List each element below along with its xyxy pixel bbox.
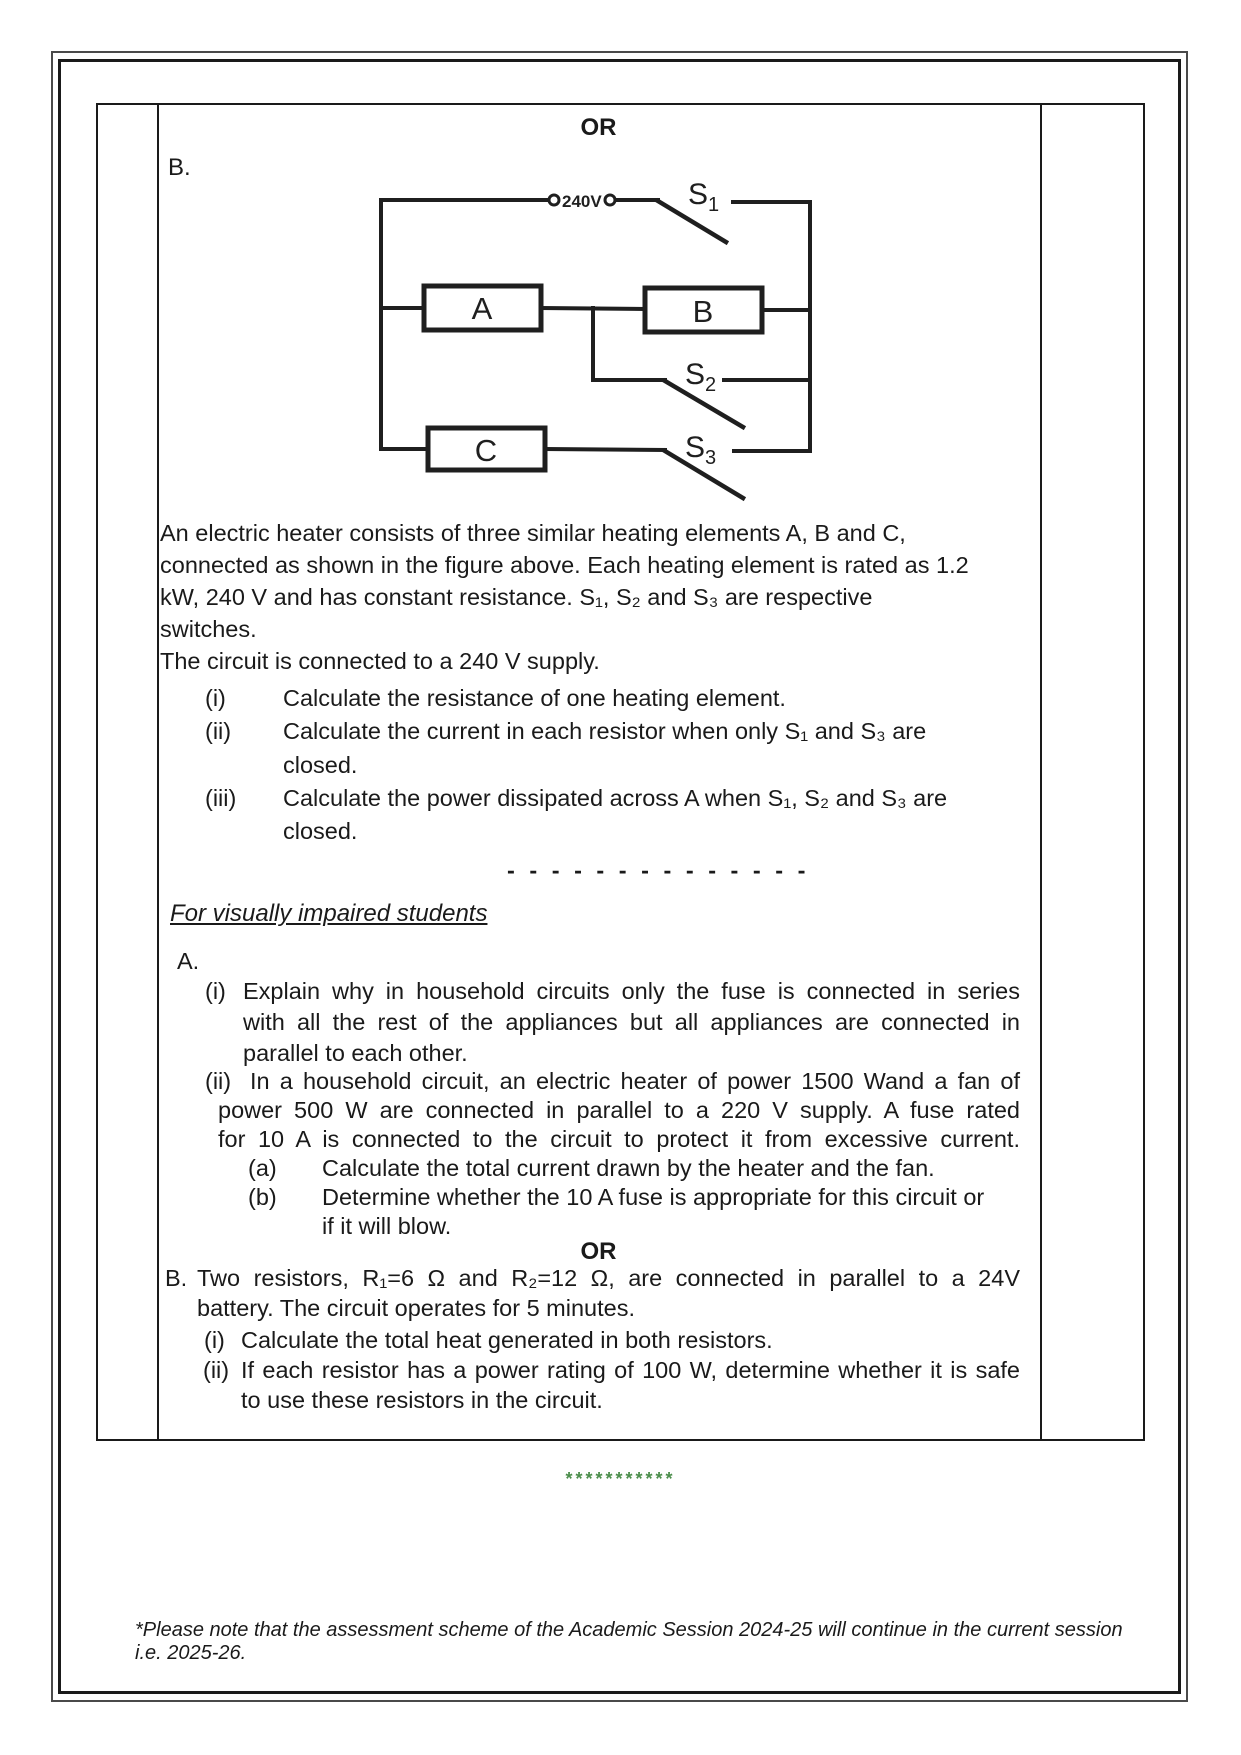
vi-b-line-2: battery. The circuit operates for 5 minutes. [197,1295,635,1321]
item-i-marker: (i) [205,685,226,711]
footnote-line-1: *Please note that the assessment scheme of the Academic Session 2024-25 will continue in the current session [135,1619,1123,1641]
vi-sub-a-marker: (a) [248,1155,277,1181]
footnote [135,1619,1125,1665]
item-ii-marker: (ii) [205,718,232,744]
item-iii-line-2: closed. [283,818,358,844]
problem-paragraph-line-2: connected as shown in the figure above. Each heating element is rated as 1.2 [160,552,969,578]
problem-paragraph-line-1: An electric heater consists of three similar heating elements A, B and C, [160,520,906,546]
dashed-separator: - - - - - - - - - - - - - - [507,857,810,883]
supply-terminal-right-icon [605,195,615,205]
main-content-column [157,103,1040,1441]
item-i-text: Calculate the resistance of one heating element. [283,685,786,711]
problem-paragraph-line-3: kW, 240 V and has constant resistance. S₁, S₂ and S₃ are respective [160,584,873,610]
table-right-column-divider [1040,103,1042,1441]
problem-paragraph-line-4: switches. [160,616,257,642]
switch-s1-label: $S_1$ [688,178,720,216]
vi-a-item-ii-line-3: for 10 A is connected to the circuit to protect it from excessive current. [218,1126,1020,1152]
element-c-label: C [474,433,498,468]
switch-s3-label: $S_3$ [685,431,717,469]
vi-part-b-label: B. [165,1265,188,1291]
footnote-line-2: i.e. 2025-26. [135,1642,247,1664]
or-heading-middle: OR [580,1238,617,1265]
vi-a-item-i-line-1: Explain why in household circuits only the fuse is connected in series [243,978,1020,1004]
item-iii-marker: (iii) [205,785,237,811]
vi-sub-b-line-1: Determine whether the 10 A fuse is appropriate for this circuit or [322,1184,985,1210]
vi-a-item-ii-line-1: In a household circuit, an electric heater of power 1500 Wand a fan of [250,1068,1020,1094]
vi-part-a-label: A. [177,948,200,974]
vi-a-item-ii-line-2: power 500 W are connected in parallel to a 220 V supply. A fuse rated [218,1097,1020,1123]
element-b-label: B [692,294,714,329]
vi-a-item-ii-marker: (ii) [205,1068,232,1094]
vi-b-item-ii-line-1: If each resistor has a power rating of 100 W, determine whether it is safe [241,1357,1020,1383]
part-b-label: B. [168,154,191,181]
item-iii-line-1: Calculate the power dissipated across A when S₁, S₂ and S₃ are [283,785,948,811]
vi-a-item-i-line-2: with all the rest of the appliances but all appliances are connected in [243,1009,1020,1035]
c-to-switch3-wire [545,449,665,450]
switch-s2-label: $S_2$ [685,358,717,396]
item-ii-line-1: Calculate the current in each resistor when only S₁ and S₃ are [283,718,927,744]
vi-sub-a-text: Calculate the total current drawn by the heater and the fan. [322,1155,935,1181]
vi-a-item-i-marker: (i) [205,978,226,1004]
problem-paragraph-line-5: The circuit is connected to a 240 V supply. [160,648,600,674]
visually-impaired-heading: For visually impaired students [170,900,488,927]
vi-sub-b-line-2: if it will blow. [322,1213,452,1239]
vi-b-line-1: Two resistors, R₁=6 Ω and R₂=12 Ω, are connected in parallel to a 24V [197,1265,1020,1291]
vi-b-item-ii-line-2: to use these resistors in the circuit. [241,1387,603,1413]
item-ii-line-2: closed. [283,752,358,778]
supply-terminal-left-icon [549,195,559,205]
vi-b-item-i-text: Calculate the total heat generated in both resistors. [241,1327,773,1353]
element-a-label: A [471,291,493,326]
supply-voltage-label: 240V [562,192,602,211]
or-heading-top: OR [580,114,617,141]
vi-a-item-i-line-3: parallel to each other. [243,1040,468,1066]
vi-sub-b-marker: (b) [248,1184,277,1210]
vi-b-item-i-marker: (i) [204,1327,225,1353]
circuit-figure [340,160,840,510]
vi-b-item-ii-marker: (ii) [203,1357,230,1383]
stars-separator: *********** [565,1469,676,1489]
